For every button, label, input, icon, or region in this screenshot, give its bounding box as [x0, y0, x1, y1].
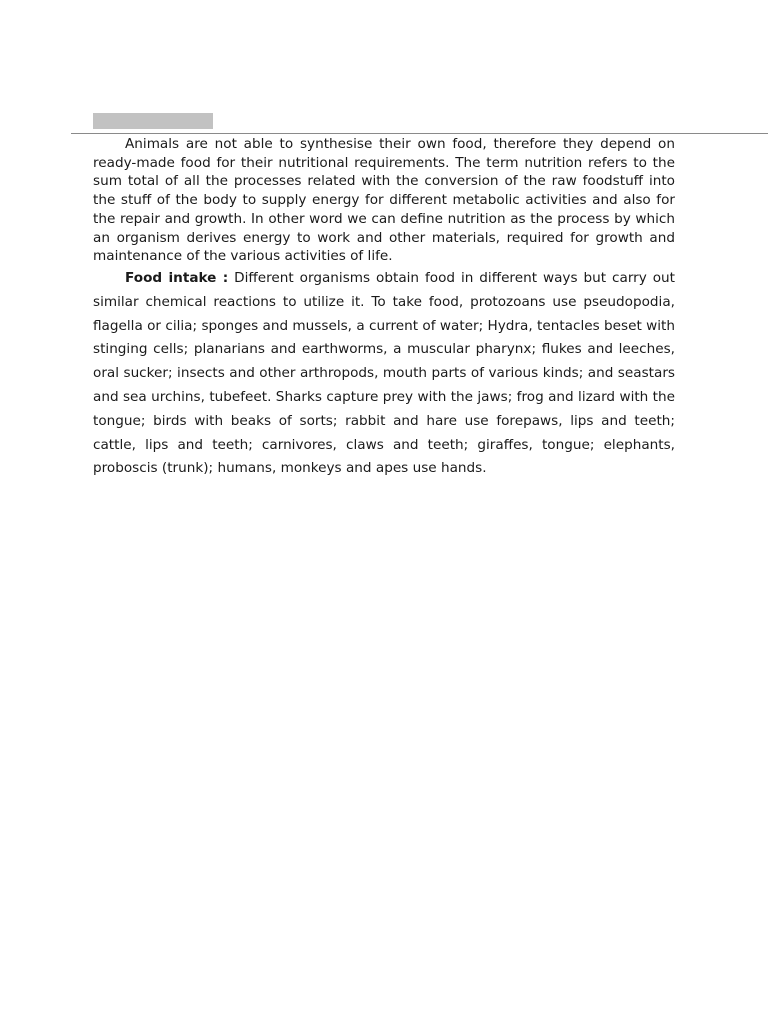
header-placeholder-block [93, 113, 213, 129]
food-intake-body: Different organisms obtain food in different ways but carry out similar chemical reactions to utilize it. To take food, protozoans use pseudopodia, flagella or cilia; sponges and mussels, a current of water; Hydra, tentacles beset with stinging cells; planarians and earthworms, a muscular pharynx; flukes and leeches, oral sucker; insects and other arthropods, mouth parts of various kinds; and seastars and sea urchins, tubefeet. Sharks capture prey with the jaws; frog and lizard with the tongue; birds with beaks of sorts; rabbit and hare use forepaws, lips and teeth; cattle, lips and teeth; carnivores, claws and teeth; giraffes, tongue; elephants, proboscis (trunk); humans, monkeys and apes use hands. [93, 270, 676, 477]
paragraph-food-intake [93, 267, 675, 481]
paragraph-nutrition-intro: Animals are not able to synthesise their own food, therefore they depend on ready-made food for their nutritional requirements. The term nutrition refers to the sum total of all the processes related with the conversion of the raw foodstuff into the stuff of the body to supply energy for different metabolic activities and also for the repair and growth. In other word we can define nutrition as the process by which an organism derives energy to work and other materials, required for growth and maintenance of the various activities of life. [93, 136, 675, 265]
header-rule [71, 133, 768, 134]
food-intake-term: Food intake : [125, 270, 229, 286]
